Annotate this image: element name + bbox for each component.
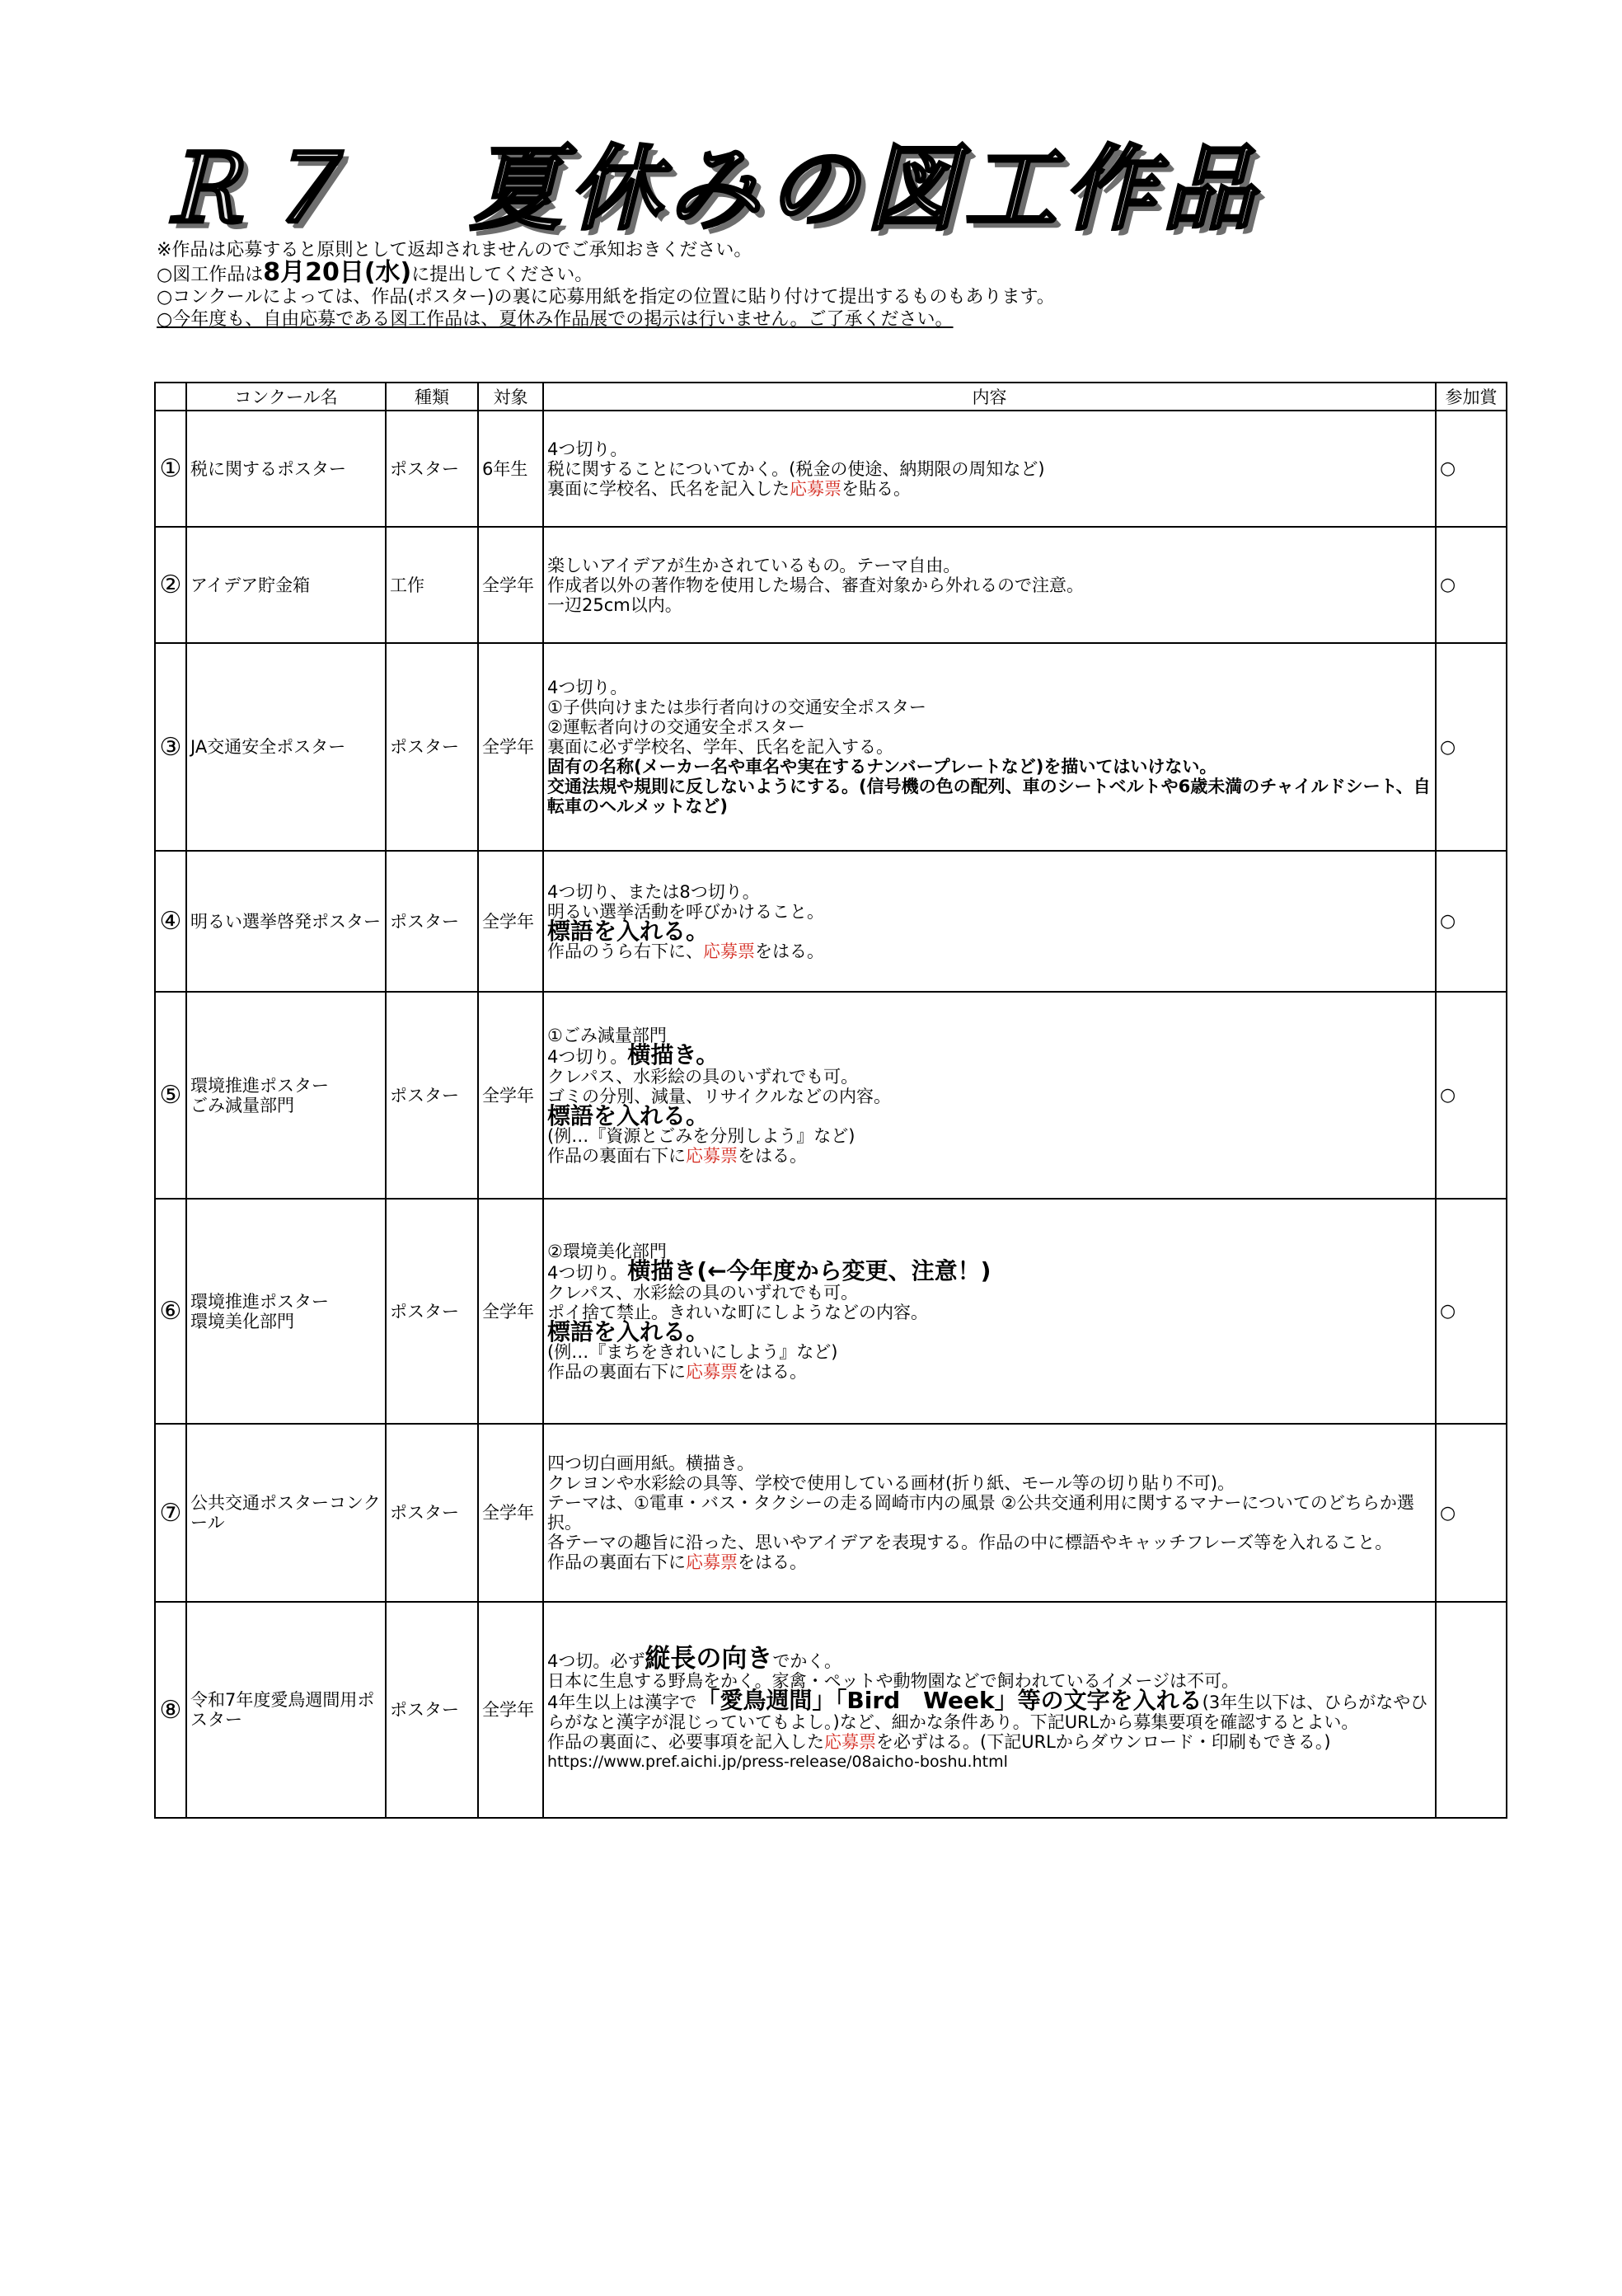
content-line: クレヨンや水彩絵の具等、学校で使用している画材(折り紙、モール等の切り貼り不可)。 bbox=[547, 1473, 1235, 1493]
contest-name: 環境推進ポスター 環境美化部門 bbox=[186, 1199, 386, 1424]
contest-target: 全学年 bbox=[478, 527, 543, 643]
application-form-red: 応募票 bbox=[824, 1731, 876, 1752]
header-name: コンクール名 bbox=[186, 383, 386, 411]
content-line: 4つ切り。 bbox=[547, 439, 628, 459]
content-line bbox=[547, 1686, 1432, 1732]
slogan-emphasis: 標語を入れる。 bbox=[547, 917, 710, 945]
content-text: をはる。 bbox=[738, 1552, 807, 1572]
content-line bbox=[547, 1146, 1432, 1166]
content-line: ②運転者向けの交通安全ポスター bbox=[547, 717, 805, 737]
contest-target: 6年生 bbox=[478, 411, 543, 527]
content-line: ①子供向けまたは歩行者向けの交通安全ポスター bbox=[547, 697, 926, 717]
content-line bbox=[547, 479, 1432, 499]
prize-mark: ○ bbox=[1436, 527, 1507, 643]
application-form-red: 応募票 bbox=[686, 1361, 738, 1382]
portrait-emphasis: 縦長の向き bbox=[645, 1643, 773, 1674]
table-header-row bbox=[155, 383, 1507, 411]
content-line: ポイ捨て禁止。きれいな町にしようなどの内容。 bbox=[547, 1302, 928, 1322]
content-line: ゴミの分別、減量、リサイクルなどの内容。 bbox=[547, 1086, 892, 1106]
content-line: 各テーマの趣旨に沿った、思いやアイデアを表現する。作品の中に標語やキャッチフレーズ等を入れること。 bbox=[547, 1533, 1393, 1552]
content-line bbox=[547, 1362, 1432, 1382]
contest-content bbox=[543, 1424, 1436, 1602]
contest-content bbox=[543, 411, 1436, 527]
contest-type: ポスター bbox=[386, 411, 478, 527]
contest-name: JA交通安全ポスター bbox=[186, 643, 386, 851]
contest-content bbox=[543, 851, 1436, 992]
content-line bbox=[547, 941, 1432, 961]
content-text: をはる。 bbox=[738, 1145, 807, 1166]
note-deadline-date: 8月20日(水) bbox=[263, 258, 412, 287]
contest-name: アイデア貯金箱 bbox=[186, 527, 386, 643]
content-line bbox=[547, 1732, 1432, 1752]
content-line: (例…『資源とごみを分別しよう』など) bbox=[547, 1125, 856, 1146]
contest-content bbox=[543, 527, 1436, 643]
content-line: ①ごみ減量部門 bbox=[547, 1025, 667, 1045]
note-deadline-post: に提出してください。 bbox=[411, 265, 593, 285]
content-text: 作品の裏面右下に bbox=[547, 1361, 686, 1382]
contest-target: 全学年 bbox=[478, 851, 543, 992]
content-line: テーマは、①電車・バス・タクシーの走る岡崎市内の風景 ②公共交通利用に関するマナーについてのどちらか選択。 bbox=[547, 1493, 1414, 1533]
content-line bbox=[547, 1643, 1432, 1674]
content-text: 4つ切り。 bbox=[547, 1262, 628, 1283]
prize-mark: ○ bbox=[1436, 643, 1507, 851]
content-text: をはる。 bbox=[738, 1361, 807, 1382]
contest-target: 全学年 bbox=[478, 643, 543, 851]
contest-type: ポスター bbox=[386, 1424, 478, 1602]
contest-content bbox=[543, 992, 1436, 1199]
contest-type: ポスター bbox=[386, 992, 478, 1199]
content-line bbox=[547, 1040, 1432, 1068]
bird-week-emphasis: 「愛鳥週間」「Bird Week」等の文字を入れる bbox=[696, 1686, 1202, 1714]
table-row bbox=[155, 1602, 1507, 1818]
content-line: クレパス、水彩絵の具のいずれでも可。 bbox=[547, 1282, 859, 1303]
header-blank bbox=[155, 383, 186, 411]
header-content: 内容 bbox=[543, 383, 1436, 411]
contest-target: 全学年 bbox=[478, 1199, 543, 1424]
row-number: ③ bbox=[155, 643, 186, 851]
table-row bbox=[155, 643, 1507, 851]
content-text: をはる。 bbox=[755, 941, 824, 961]
landscape-emphasis: 横描き。 bbox=[627, 1040, 720, 1068]
table-row bbox=[155, 411, 1507, 527]
content-text: 作品の裏面右下に bbox=[547, 1145, 686, 1166]
contest-target: 全学年 bbox=[478, 992, 543, 1199]
content-text: 作品の裏面右下に bbox=[547, 1552, 686, 1572]
table-row bbox=[155, 1199, 1507, 1424]
contest-type: ポスター bbox=[386, 643, 478, 851]
row-number: ⑦ bbox=[155, 1424, 186, 1602]
contest-content bbox=[543, 1602, 1436, 1818]
contest-name: 明るい選挙啓発ポスター bbox=[186, 851, 386, 992]
content-text: を貼る。 bbox=[841, 478, 911, 499]
application-form-red: 応募票 bbox=[686, 1552, 738, 1572]
title-main: 夏休みの図工作品 bbox=[470, 135, 1261, 243]
table-row bbox=[155, 992, 1507, 1199]
contest-name: 令和7年度愛鳥週間用ポスター bbox=[186, 1602, 386, 1818]
content-line: 4つ切り、または8つ切り。 bbox=[547, 881, 760, 902]
note-deadline-pre: ○図工作品は bbox=[157, 265, 264, 285]
prize-mark: ○ bbox=[1436, 411, 1507, 527]
note-no-exhibition: ○今年度も、自由応募である図工作品は、夏休み作品展での掲示は行いません。ご了承ください。 bbox=[157, 309, 954, 330]
content-text: 作品のうら右下に、 bbox=[547, 941, 703, 961]
application-form-red: 応募票 bbox=[703, 941, 755, 961]
content-line: 四つ切白画用紙。横描き。 bbox=[547, 1453, 755, 1473]
content-text: 作品の裏面に、必要事項を記入した bbox=[547, 1731, 824, 1752]
contest-content bbox=[543, 1199, 1436, 1424]
prize-mark: ○ bbox=[1436, 1199, 1507, 1424]
header-prize: 参加賞 bbox=[1436, 383, 1507, 411]
table-row bbox=[155, 851, 1507, 992]
row-number: ⑤ bbox=[155, 992, 186, 1199]
content-text: (3年生以下は、ひらがなやひらがなと漢字が混じっていてもよし。)など、細かな条件あり。下記URLから募集要項を確認するとよい。 bbox=[547, 1692, 1428, 1732]
contest-type: ポスター bbox=[386, 1602, 478, 1818]
header-target: 対象 bbox=[478, 383, 543, 411]
content-line: 税に関することについてかく。(税金の使途、納期限の周知など) bbox=[547, 458, 1045, 479]
content-line: 作成者以外の著作物を使用した場合、審査対象から外れるので注意。 bbox=[547, 575, 1084, 595]
content-line: 楽しいアイデアが生かされているもの。テーマ自由。 bbox=[547, 555, 961, 575]
note-return: ※作品は応募すると原則として返却されませんのでご承知おきください。 bbox=[157, 240, 752, 261]
contest-name: 税に関するポスター bbox=[186, 411, 386, 527]
content-text: でかく。 bbox=[772, 1650, 841, 1671]
row-number: ⑧ bbox=[155, 1602, 186, 1818]
prize-mark: ○ bbox=[1436, 851, 1507, 992]
contest-name: 環境推進ポスター ごみ減量部門 bbox=[186, 992, 386, 1199]
content-line bbox=[547, 1256, 1432, 1284]
slogan-emphasis: 標語を入れる。 bbox=[547, 1101, 710, 1129]
url-link[interactable]: https://www.pref.aichi.jp/press-release/08aicho-boshu.html bbox=[547, 1752, 1008, 1771]
contest-type: ポスター bbox=[386, 851, 478, 992]
content-line bbox=[547, 1552, 1432, 1572]
content-line: 4つ切り。 bbox=[547, 678, 628, 697]
content-line: 裏面に必ず学校名、学年、氏名を記入する。 bbox=[547, 737, 893, 757]
content-text: 4つ切り。 bbox=[547, 1046, 628, 1067]
content-line: クレパス、水彩絵の具のいずれでも可。 bbox=[547, 1066, 859, 1087]
content-line: 明るい選挙活動を呼びかけること。 bbox=[547, 901, 824, 922]
application-form-red: 応募票 bbox=[790, 478, 841, 499]
content-text: 裏面に学校名、氏名を記入した bbox=[547, 478, 790, 499]
contest-type: 工作 bbox=[386, 527, 478, 643]
note-application-form: ○コンクールによっては、作品(ポスター)の裏に応募用紙を指定の位置に貼り付けて提出するものもあります。 bbox=[157, 287, 1055, 308]
contest-table bbox=[154, 382, 1507, 1819]
content-text: 4つ切。必ず bbox=[547, 1650, 645, 1671]
prize-mark: ○ bbox=[1436, 992, 1507, 1199]
content-line: ②環境美化部門 bbox=[547, 1241, 667, 1261]
slogan-emphasis: 標語を入れる。 bbox=[547, 1317, 710, 1345]
header-type: 種類 bbox=[386, 383, 478, 411]
content-line: (例…『まちをきれいにしよう』など) bbox=[547, 1341, 838, 1362]
content-text: 4年生以上は漢字で bbox=[547, 1692, 697, 1712]
content-line-bold: 固有の名称(メーカー名や車名や実在するナンバープレートなど)を描いてはいけない。 bbox=[547, 757, 1217, 777]
notes-block bbox=[157, 239, 1475, 331]
content-line: 一辺25cm以内。 bbox=[547, 594, 682, 615]
table-row bbox=[155, 527, 1507, 643]
content-line-bold: 交通法規や規則に反しないようにする。(信号機の色の配列、車のシートベルトや6歳未満のチャイルドシート、自転車のヘルメットなど) bbox=[547, 777, 1431, 816]
note-deadline bbox=[157, 258, 1475, 287]
row-number: ① bbox=[155, 411, 186, 527]
prize-mark: ○ bbox=[1436, 1424, 1507, 1602]
contest-type: ポスター bbox=[386, 1199, 478, 1424]
content-line: 日本に生息する野鳥をかく。家禽・ペットや動物園などで飼われているイメージは不可。 bbox=[547, 1670, 1239, 1691]
title-prefix: Ｒ７ bbox=[157, 135, 354, 243]
contest-content bbox=[543, 643, 1436, 851]
application-form-red: 応募票 bbox=[686, 1145, 738, 1166]
contest-target: 全学年 bbox=[478, 1424, 543, 1602]
contest-name: 公共交通ポスターコンクール bbox=[186, 1424, 386, 1602]
row-number: ② bbox=[155, 527, 186, 643]
row-number: ④ bbox=[155, 851, 186, 992]
prize-mark bbox=[1436, 1602, 1507, 1818]
landscape-emphasis: 横描き(←今年度から変更、注意！) bbox=[627, 1256, 991, 1284]
table-row bbox=[155, 1424, 1507, 1602]
page-title bbox=[157, 124, 1434, 243]
content-text: を必ずはる。(下記URLからダウンロード・印刷もできる。) bbox=[876, 1731, 1331, 1752]
row-number: ⑥ bbox=[155, 1199, 186, 1424]
contest-target: 全学年 bbox=[478, 1602, 543, 1818]
